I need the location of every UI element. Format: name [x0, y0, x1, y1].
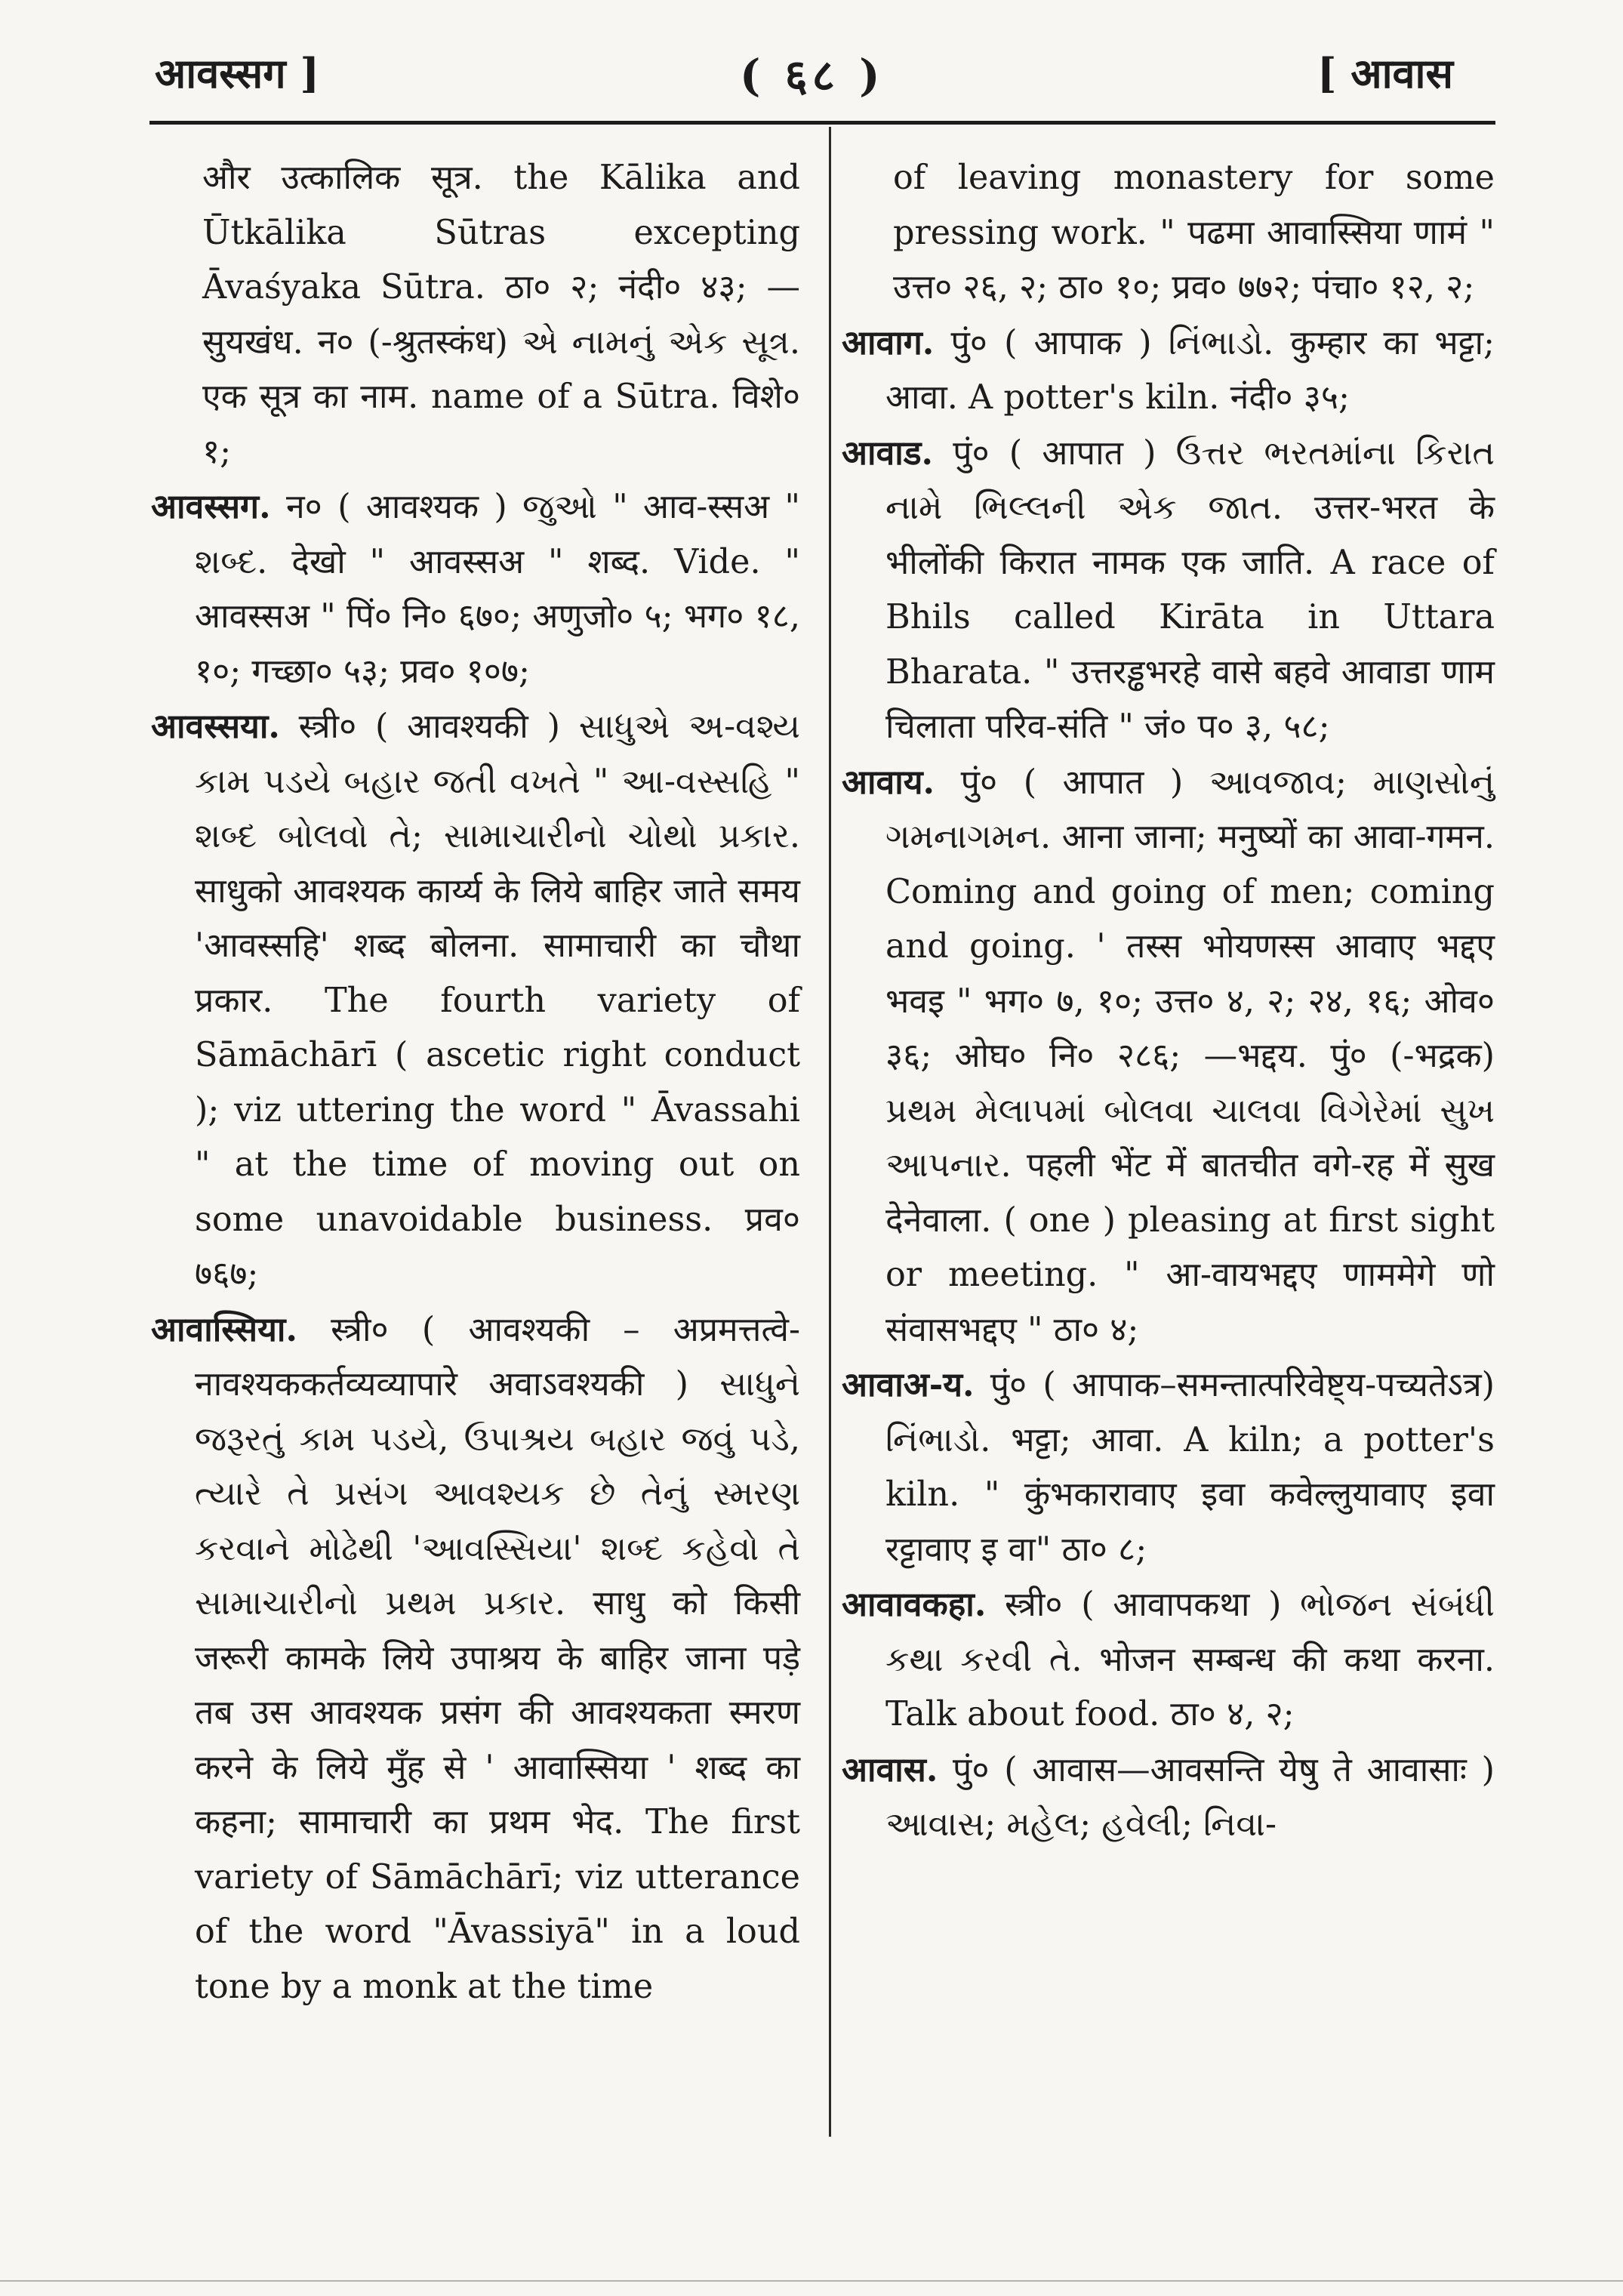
- definition: स्त्री० ( आवश्यकी – अप्रमत्तत्वे-नावश्यककर्तव्यव्यापारे अवाऽवश्यकी ) સાધુને જરૂરતું કામ પડયે, ઉપાશ્રય બહાર જવું પડે, ત્યારે તે પ્રસંગ આવશ્યક છે તેનું સ્મરણ કરવાને મોઢેથી 'આવસ્સિયા' શબ્દ કહેવો તે સામાચારીનો પ્રથમ પ્રકાર. साधु को किसी जरूरी कामके लिये उपाश्रय के बाहिर जाना पड़े तब उस आवश्यक प्रसंग की आवश्यकता स्मरण करने के लिये मुँह से ' आवास्सिया ' शब्द का कहना; सामाचारी का प्रथम भेद. The first variety of Sāmāchārī; viz utterance of the word "Āvassiyā" in a loud tone by a monk at the time: [195, 1310, 800, 2006]
- headword: आवस्सया.: [151, 707, 280, 746]
- dictionary-entry-continued: और उत्कालिक सूत्र. the Kālika and Ūtkālika Sūtras excepting Āvaśyaka Sūtra. ठा० २; नंदी० ४३; —सुयखंध. न० (-श्रुतस्कंध) એ નામનું એક સૂત્ર. एक सूत्र का नाम. name of a Sūtra. विशे० १;: [202, 159, 800, 471]
- headword: आवाय.: [842, 762, 935, 802]
- definition: स्त्री० ( आवश्यकी ) સાધુએ અ-વશ્ય કામ પડયે બહાર જતી વખતે " આ-વસ્સહિ " શબ્દ બોલવો તે; સામાચારીનો ચોથો પ્રકાર. साधुको आवश्यक कार्य्य के लिये बाहिर जाते समय 'आवस्सहि' शब्द बोलना. सामाचारी का चौथा प्रकार. The fourth variety of Sāmāchārī ( ascetic right conduct ); viz uttering the word " Āvassahi " at the time of moving out on some unavoidable business. प्रव० ७६७;: [195, 707, 800, 1293]
- header-rule: [149, 121, 1495, 125]
- dictionary-entry: [151, 699, 800, 1302]
- definition: स्त्री० ( आवापकथा ) ભોજન સંબંધી કથા કરવી તે. भोजन सम्बन्ध की कथा करना. Talk about food. ठा० ४, २;: [885, 1586, 1495, 1734]
- column-divider: [829, 127, 831, 2137]
- page-number: ( ६८ ): [740, 50, 885, 101]
- definition: पुं० ( आपाक–समन्तात्परिवेष्ट्य-पच्यतेऽत्र) નિંભાડો. भट्टा; आवा. A kiln; a potter's kiln. " कुंभकारावाए इवा कवेल्लुयावाए इवा रट्टावाए इ वा" ठा० ८;: [885, 1366, 1495, 1569]
- dictionary-entry: [842, 755, 1495, 1358]
- headword: आवस्सग.: [151, 487, 271, 526]
- dictionary-entry: [151, 479, 800, 699]
- dictionary-entry: [151, 1302, 800, 2015]
- dictionary-entry-continued: of leaving monastery for some pressing work. " पढमा आवास्सिया णामं " उत्त० २६, २; ठा० १०; प्रव० ७७२; पंचा० १२, २;: [893, 159, 1495, 307]
- definition: पुं० ( आपात ) ઉત્તર ભરતમાંના કિરાત નામે ભિલ્લની એક જાત. उत्तर-भरत के भीलोंकी किरात नामक एक जाति. A race of Bhils called Kirāta in Uttara Bharata. " उत्तरड्ढभरहे वासे बहवे आवाडा णाम चिलाता परिव-संति " जं० प० ३, ५८;: [885, 433, 1495, 746]
- left-column: [151, 151, 800, 2014]
- dictionary-entry: [842, 1577, 1495, 1743]
- dictionary-entry: [842, 1358, 1495, 1577]
- dictionary-entry: [842, 1743, 1495, 1853]
- headword: आवावकहा.: [842, 1585, 987, 1624]
- definition: पुं० ( आपाक ) નિંભાડો. कुम्हार का भट्टा; आवा. A potter's kiln. नंदी० ३५;: [885, 323, 1495, 417]
- header-left-guide-word: आवस्सग ]: [155, 49, 320, 97]
- page-bottom-edge: [0, 2280, 1623, 2282]
- page-header: [0, 30, 1623, 101]
- headword: आवास.: [842, 1749, 938, 1789]
- header-right-guide-word: [ आवास: [1317, 49, 1454, 97]
- dictionary-entry: [842, 316, 1495, 426]
- headword: आवास्सिया.: [151, 1309, 297, 1349]
- definition: पुं० ( आवास—आवसन्ति येषु ते आवासाः ) આવાસ; મહેલ; હવેલી; નિવા-: [885, 1750, 1495, 1844]
- headword: आवाग.: [842, 322, 935, 362]
- headword: आवाअ-य.: [842, 1365, 975, 1404]
- dictionary-entry: [842, 426, 1495, 755]
- definition: पुं० ( आपात ) આવજાવ; માણસોનું ગમનાગમન. आना जाना; मनुष्यों का आवा-गमन. Coming and going of men; coming and going. ' तस्स भोयणस्स आवाए भद्दए भवइ " भग० ७, १०; उत्त० ४, २; २४, १६; ओव० ३६; ओघ० नि० २८६; —भद्दय. पुं० (-भद्रक) પ્રથમ મેલાપમાં બોલવા ચાલવા વિગેરેમાં સુખ આપનાર. पहली भेंट में बातचीत वगे-रह में सुख देनेवाला. ( one ) pleasing at first sight or meeting. " आ-वायभद्दए णाममेगे णो संवासभद्दए " ठा० ४;: [885, 763, 1495, 1349]
- definition: न० ( आवश्यक ) જુઓ " आव-स्सअ " શબ્દ. देखो " आवस्सअ " शब्द. Vide. " आवस्सअ " पिं० नि० ६७०; अणुजो० ५; भग० १८, १०; गच्छा० ५३; प्रव० १०७;: [195, 488, 800, 691]
- headword: आवाड.: [842, 433, 934, 473]
- right-column: [842, 151, 1495, 1853]
